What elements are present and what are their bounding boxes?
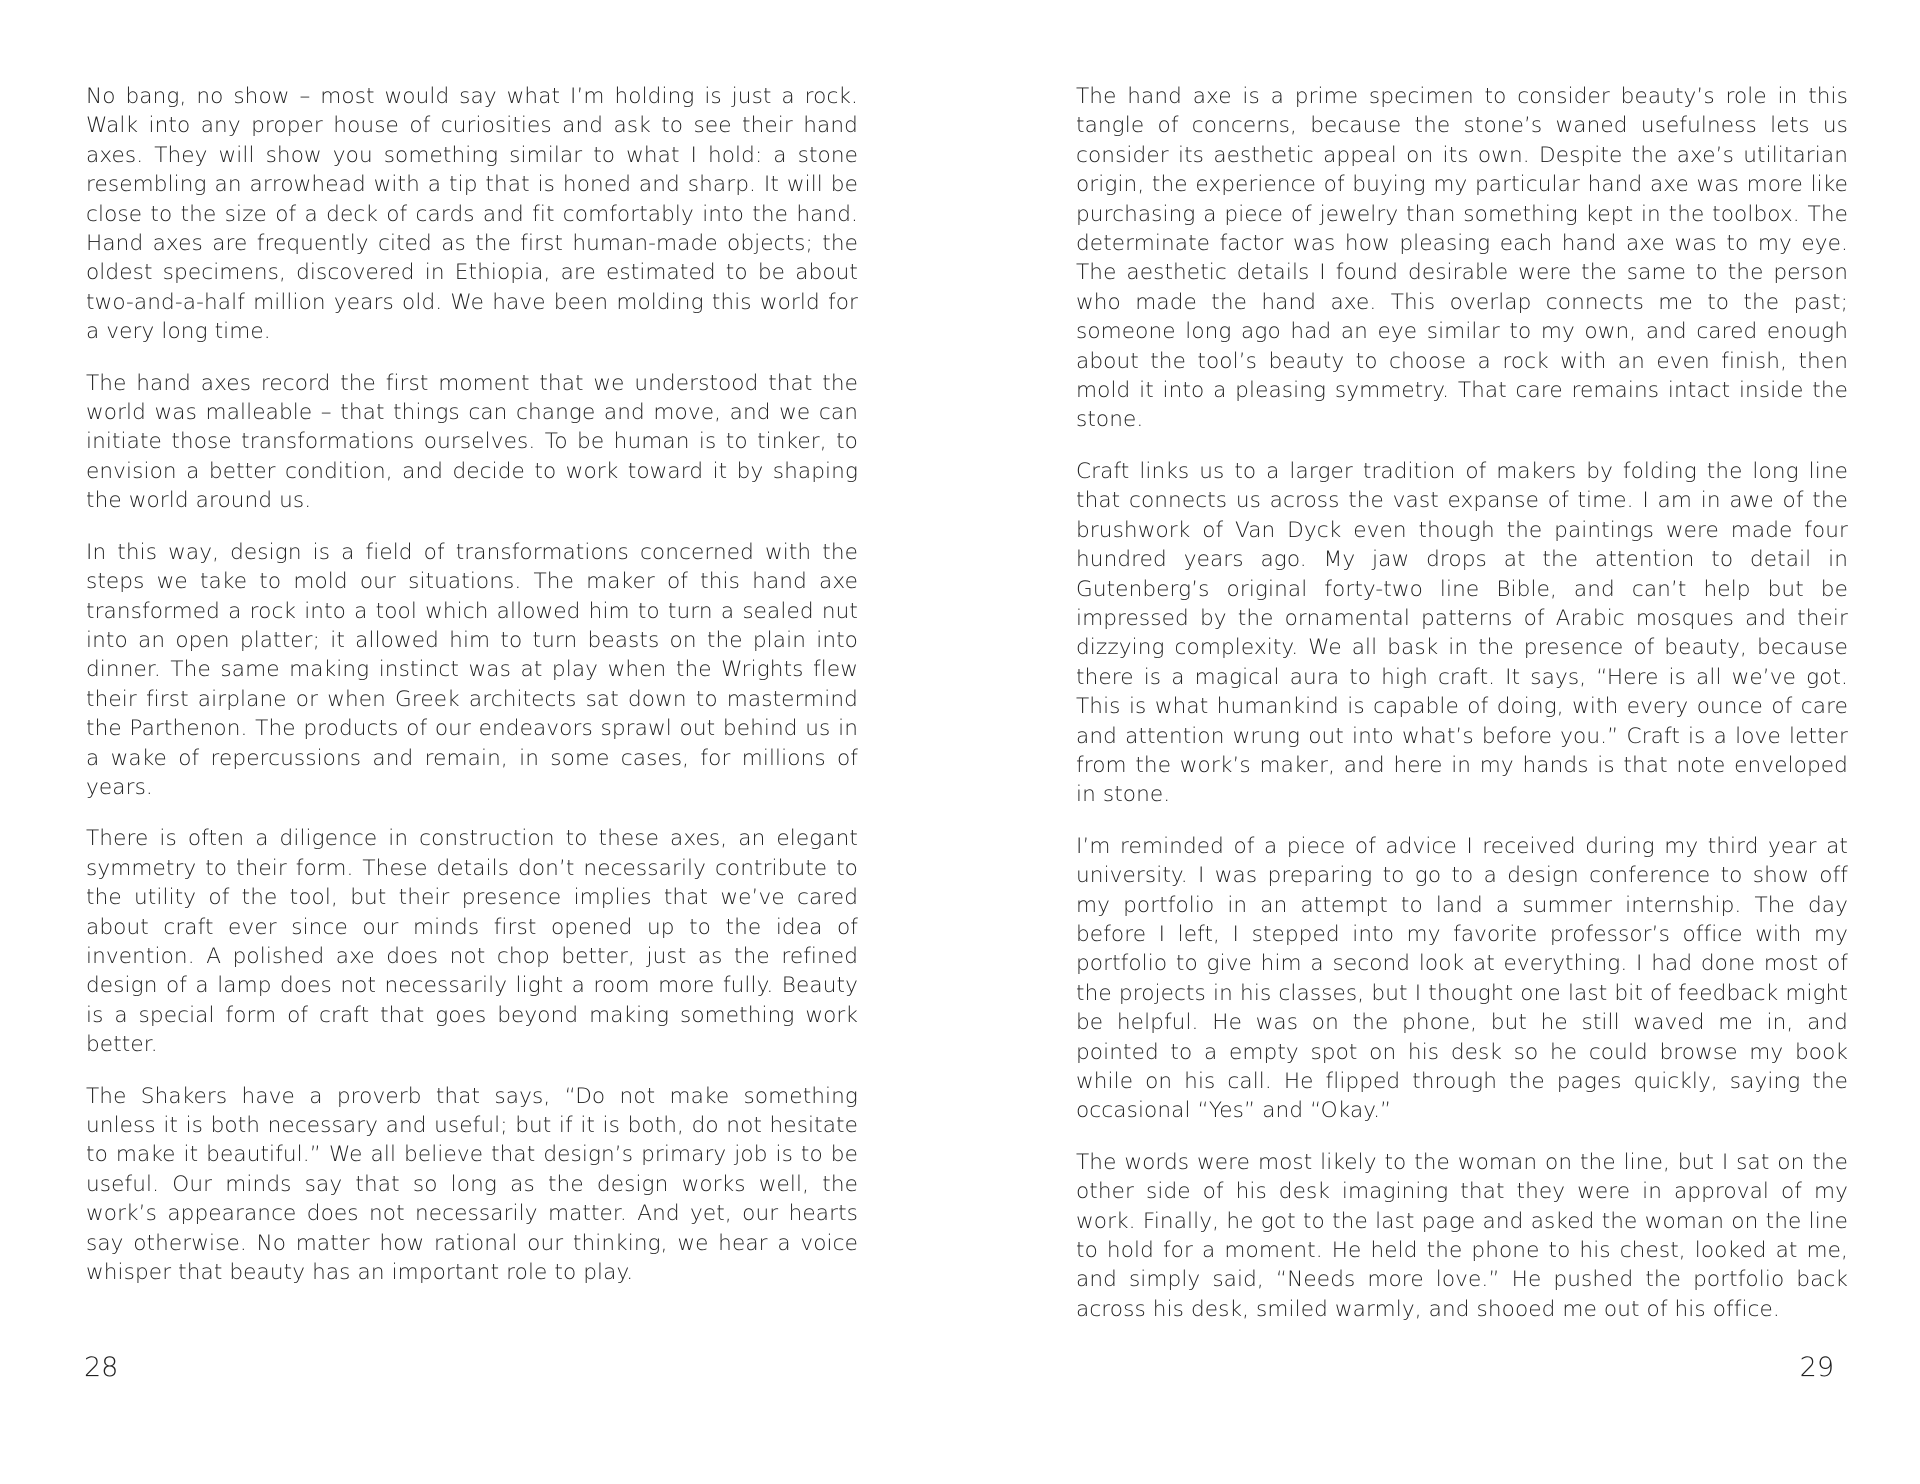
paragraph: In this way, design is a field of transformations concerned with the steps we take to mold our situations. The maker of this hand axe transformed a rock into a tool which allowed him to turn a sealed nut into an open platter; it allowed him to turn beasts on the plain into dinner. The same making instinct was at play when the Wrights flew their first airplane or when Greek architects sat down to mastermind the Parthenon. The products of our endeavors sprawl out behind us in a wake of repercussions and remain, in some cases, for millions of years. bbox=[86, 539, 858, 800]
paragraph: The hand axes record the first moment that we understood that the world was malleable – that things can change and move, and we can initiate those transformations ourselves. To be human is to tinker, to envision a better condition, and decide to work toward it by shaping the world around us. bbox=[86, 370, 858, 514]
paragraph: Craft links us to a larger tradition of makers by folding the long line that connects us across the vast expanse of time. I am in awe of the brushwork of Van Dyck even though the paintings were made four hundred years ago. My jaw drops at the attention to detail in Gutenberg’s original forty-two line Bible, and can’t help but be impressed by the ornamental patterns of Arabic mosques and their dizzying complexity. We all bask in the presence of beauty, because there is a magical aura to high craft. It says, “Here is all we’ve got. This is what humankind is capable of doing, with every ounce of care and attention wrung out into what’s before you.” Craft is a love letter from the work’s maker, and here in my hands is that note enveloped in stone. bbox=[1076, 458, 1848, 808]
paragraph: The Shakers have a proverb that says, “Do not make something unless it is both necessary and useful; but if it is both, do not hesitate to make it beautiful.” We all believe that design’s primary job is to be useful. Our minds say that so long as the design works well, the work’s appearance does not necessarily matter. And yet, our hearts say otherwise. No matter how rational our thinking, we hear a voice whisper that beauty has an important role to play. bbox=[86, 1083, 858, 1286]
right-page-text bbox=[1076, 82, 1848, 1346]
paragraph: The hand axe is a prime specimen to consider beauty’s role in this tangle of concerns, because the stone’s waned usefulness lets us consider its aesthetic appeal on its own. Despite the axe’s utilitarian origin, the experience of buying my particular hand axe was more like purchasing a piece of jewelry than something kept in the toolbox. The determinate factor was how pleasing each hand axe was to my eye. The aesthetic details I found desirable were the same to the person who made the hand axe. This overlap connects me to the past; someone long ago had an eye similar to my own, and cared enough about the tool’s beauty to choose a rock with an even finish, then mold it into a pleasing symmetry. That care remains intact inside the stone. bbox=[1076, 84, 1848, 433]
page-number-left: 28 bbox=[84, 1352, 119, 1383]
left-page-text bbox=[86, 82, 858, 1309]
paragraph: No bang, no show – most would say what I’m holding is just a rock. Walk into any proper house of curiosities and ask to see their hand axes. They will show you something similar to what I hold: a stone resembling an arrowhead with a tip that is honed and sharp. It will be close to the size of a deck of cards and fit comfortably into the hand. Hand axes are frequently cited as the first human-made objects; the oldest specimens, discovered in Ethiopia, are estimated to be about two-and-a-half million years old. We have been molding this world for a very long time. bbox=[86, 84, 858, 345]
paragraph: I’m reminded of a piece of advice I received during my third year at university. I was preparing to go to a design conference to show off my portfolio in an attempt to land a summer internship. The day before I left, I stepped into my favorite professor’s office with my portfolio to give him a second look at everything. I had done most of the projects in his classes, but I thought one last bit of feedback might be helpful. He was on the phone, but he still waved me in, and pointed to a empty spot on his desk so he could browse my book while on his call. He flipped through the pages quickly, saying the occasional “Yes” and “Okay.” bbox=[1076, 833, 1848, 1124]
page-number-right: 29 bbox=[1799, 1352, 1834, 1383]
paragraph: The words were most likely to the woman on the line, but I sat on the other side of his desk imagining that they were in approval of my work. Finally, he got to the last page and asked the woman on the line to hold for a moment. He held the phone to his chest, looked at me, and simply said, “Needs more love.” He pushed the portfolio back across his desk, smiled warmly, and shooed me out of his office. bbox=[1076, 1149, 1848, 1322]
right-page bbox=[960, 0, 1920, 1484]
paragraph: There is often a diligence in construction to these axes, an elegant symmetry to their form. These details don’t necessarily contribute to the utility of the tool, but their presence implies that we’ve cared about craft ever since our minds first opened up to the idea of invention. A polished axe does not chop better, just as the refined design of a lamp does not necessarily light a room more fully. Beauty is a special form of craft that goes beyond making something work better. bbox=[86, 826, 858, 1058]
